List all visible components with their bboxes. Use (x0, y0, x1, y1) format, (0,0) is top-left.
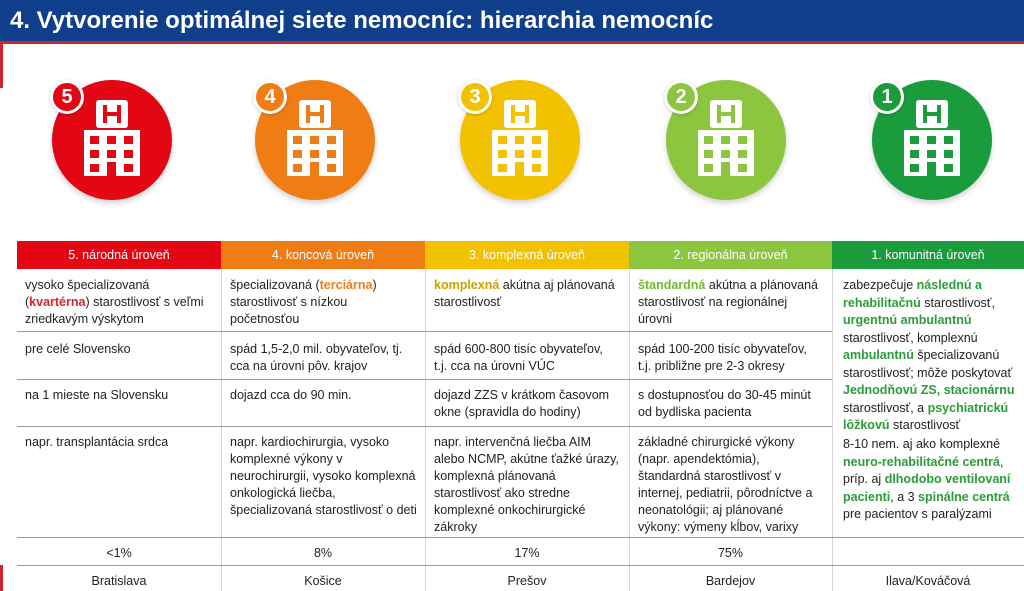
level-1-badge: 1 (870, 80, 904, 114)
city-level-2: Bardejov (705, 574, 756, 588)
column-divider (629, 269, 630, 591)
city-level-4: Košice (304, 574, 342, 588)
row-divider (17, 565, 1024, 566)
examples-level-4: napr. kardiochirurgia, vysoko komplexné výkony v neurochirurgii, vysoko komplexná onkologická liečba, špecializovaná starostlivosť o deti (230, 435, 417, 517)
share-level-3: 17% (514, 546, 540, 560)
access-level-3: dojazd ZZS v krátkom časovom okne (spravidla do hodiny) (434, 388, 610, 419)
column-divider (221, 269, 222, 591)
level-2-badge: 2 (664, 80, 698, 114)
hospital-icon (490, 98, 550, 178)
table-header-row (17, 241, 1024, 269)
level-3-icon-group (460, 80, 580, 200)
examples-level-3: napr. intervenčná liečba AIM alebo NCMP, akútne ťažké úrazy, komplexná plánovaná starostlivosť ako stredne komplexné onkochirurgické zákroky (434, 435, 619, 534)
row-divider (17, 426, 832, 427)
header-level-4: 4. koncová úroveň (221, 241, 425, 269)
examples-level-5: napr. transplantácia srdca (25, 435, 169, 449)
care-level-1: zabezpečuje následnú a rehabilitačnú starostlivosť, urgentnú ambulantnú starostlivosť, komplexnú ambulantnú špecializovanú starostlivosť; môže poskytovať Jednodňovú ZS, stacionárnu starostlivosť, a psychiatrickú lôžkovú starostlivosť (843, 278, 1015, 432)
row-divider (17, 331, 832, 332)
header-level-2: 2. regionálna úroveň (629, 241, 832, 269)
level-4-icon-group (255, 80, 375, 200)
city-level-5: Bratislava (91, 574, 147, 588)
city-level-3: Prešov (507, 574, 547, 588)
catchment-level-5: pre celé Slovensko (25, 342, 131, 356)
level-4-badge: 4 (253, 80, 287, 114)
level-1-icon-group (872, 80, 992, 200)
level-icons-row (0, 80, 1024, 200)
hospital-icon (696, 98, 756, 178)
care-level-4: špecializovaná (terciárna) starostlivosť s nízkou početnosťou (230, 278, 377, 326)
column-divider (425, 269, 426, 591)
hospital-icon (82, 98, 142, 178)
access-level-2: s dostupnosťou do 30-45 minút od bydliska pacienta (638, 388, 811, 419)
catchment-level-3: spád 600-800 tisíc obyvateľov, t.j. cca na úrovni VÚC (434, 342, 603, 373)
city-level-1: Ilava/Kováčová (885, 574, 971, 588)
row-divider (17, 379, 832, 380)
header-level-3: 3. komplexná úroveň (425, 241, 629, 269)
column-divider (832, 269, 833, 591)
catchment-level-2: spád 100-200 tisíc obyvateľov, t.j. približne pre 2-3 okresy (638, 342, 807, 373)
level-5-icon-group (52, 80, 172, 200)
extra-level-1: 8-10 nem. aj ako komplexné neuro-rehabilitačné centrá, príp. aj dlhodobo ventilovaní pacienti, a 3 spinálne centrá pre pacientov s paralýzami (843, 437, 1011, 521)
examples-level-2: základné chirurgické výkony (napr. apendektómia), štandardná starostlivosť v internej, pediatrii, pôrodníctve a neonatológii; aj plánované výkony: výmeny kĺbov, varixy (638, 435, 813, 534)
level-2-icon-group (666, 80, 786, 200)
care-level-2: štandardná akútna a plánovaná starostlivosť na regionálnej úrovni (638, 278, 818, 326)
header-level-1: 1. komunitná úroveň (832, 241, 1024, 269)
hospital-icon (285, 98, 345, 178)
row-divider (17, 537, 1024, 538)
accent-bar-bottom (0, 565, 3, 591)
access-level-5: na 1 mieste na Slovensku (25, 388, 169, 402)
access-level-4: dojazd cca do 90 min. (230, 388, 352, 402)
header-level-5: 5. národná úroveň (17, 241, 221, 269)
page-title: 4. Vytvorenie optimálnej siete nemocníc: hierarchia nemocníc (0, 0, 1024, 44)
catchment-level-4: spád 1,5-2,0 mil. obyvateľov, tj. cca na úrovni pôv. krajov (230, 342, 403, 373)
share-level-2: 75% (717, 546, 744, 560)
share-level-4: 8% (313, 546, 333, 560)
care-level-3: komplexná akútna aj plánovaná starostlivosť (434, 278, 615, 309)
hospital-icon (902, 98, 962, 178)
level-3-badge: 3 (458, 80, 492, 114)
level-5-badge: 5 (50, 80, 84, 114)
care-level-5: vysoko špecializovaná (kvartérna) starostlivosť s veľmi zriedkavým výskytom (25, 278, 204, 326)
share-level-5: <1% (106, 546, 132, 560)
